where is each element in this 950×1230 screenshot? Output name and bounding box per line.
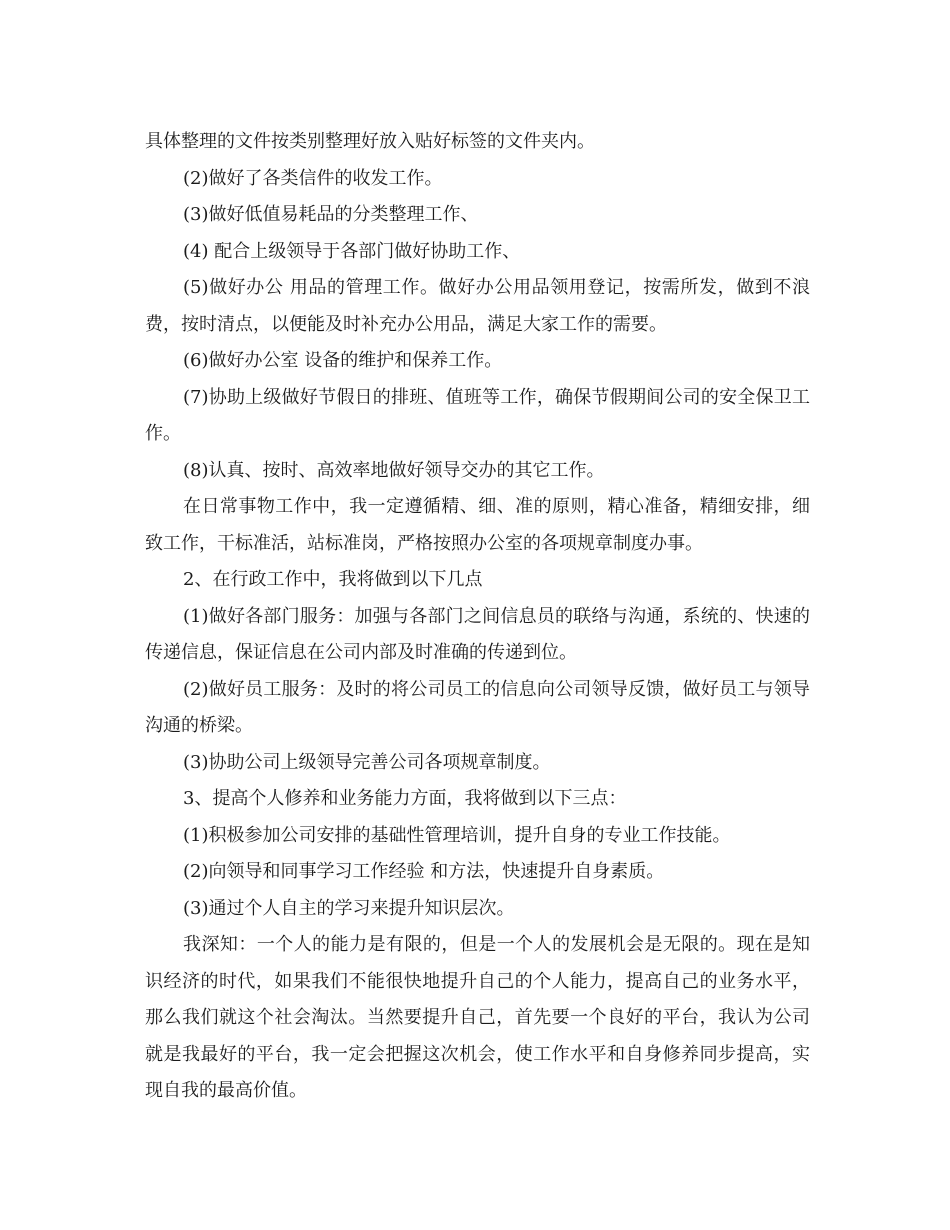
paragraph: (7)协助上级做好节假日的排班、值班等工作，确保节假期间公司的安全保卫工作。: [145, 386, 810, 444]
paragraph: (1)积极参加公司安排的基础性管理培训，提升自身的专业工作技能。: [183, 824, 731, 846]
paragraph: (8)认真、按时、高效率地做好领导交办的其它工作。: [183, 459, 605, 481]
paragraph: (5)做好办公 用品的管理工作。做好办公用品领用登记，按需所发，做到不浪费，按时清点，以便能及时补充办公用品，满足大家工作的需要。: [145, 277, 810, 335]
paragraph: (4) 配合上级领导于各部门做好协助工作、: [183, 240, 521, 262]
paragraph: (1)做好各部门服务：加强与各部门之间信息员的联络与沟通，系统的、快速的传递信息，保证信息在公司内部及时准确的传递到位。: [145, 605, 810, 663]
paragraph: (2)做好员工服务：及时的将公司员工的信息向公司领导反馈，做好员工与领导沟通的桥梁。: [145, 678, 810, 736]
paragraph: (3)通过个人自主的学习来提升知识层次。: [183, 897, 515, 919]
paragraph: (3)协助公司上级领导完善公司各项规章制度。: [183, 751, 551, 773]
paragraph: (3)做好低值易耗品的分类整理工作、: [183, 204, 479, 225]
paragraph: 在日常事物工作中，我一定遵循精、细、准的原则，精心准备，精细安排，细致工作，干标准活，站标准岗，严格按照办公室的各项规章制度办事。: [145, 496, 810, 554]
paragraph: 具体整理的文件按类别整理好放入贴好标签的文件夹内。: [145, 131, 595, 152]
paragraph: (2)向领导和同事学习工作经验 和方法，快速提升自身素质。: [183, 861, 665, 882]
paragraph: (2)做好了各类信件的收发工作。: [183, 167, 443, 189]
document-body: [145, 124, 810, 1110]
paragraph: (6)做好办公室 设备的维护和保养工作。: [183, 350, 503, 371]
paragraph: 我深知：一个人的能力是有限的，但是一个人的发展机会是无限的。现在是知识经济的时代，如果我们不能很快地提升自己的个人能力，提高自己的业务水平，那么我们就这个社会淘汰。当然要提升自己，首先要一个良好的平台，我认为公司就是我最好的平台，我一定会把握这次机会，使工作水平和自身修养同步提高，实现自我的最高价值。: [145, 934, 810, 1101]
section-heading: 3、提高个人修养和业务能力方面，我将做到以下三点：: [183, 788, 627, 809]
section-heading: 2、在行政工作中，我将做到以下几点: [183, 569, 483, 590]
